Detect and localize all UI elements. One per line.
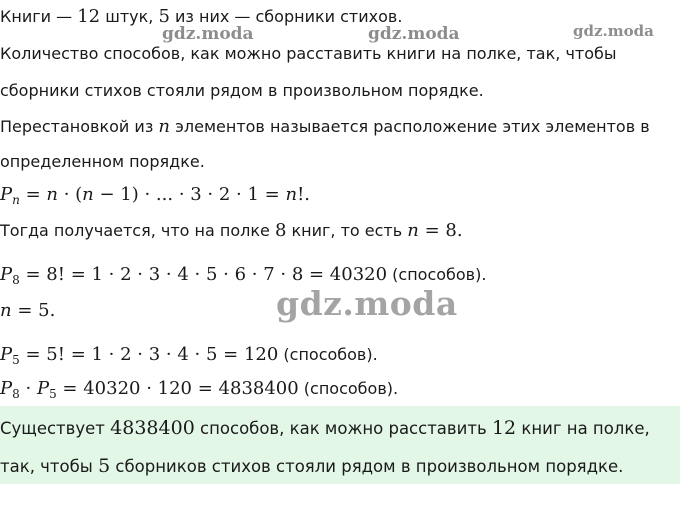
problem-statement: Книги — 12 штук, 5 из них — сборники стихов. xyxy=(0,6,403,27)
answer-line-2: так, чтобы 5 сборников стихов стояли рядом в произвольном порядке. xyxy=(0,455,624,477)
text-line-2: Количество способов, как можно расставить книги на полке, так, чтобы xyxy=(0,44,617,63)
formula-n5: n = 5. xyxy=(0,300,56,321)
watermark-small-2: gdz.moda xyxy=(368,24,460,44)
formula-product: $P_8 \cdot P_5 = 40320 \cdot 120 = 4838400$ (способов). xyxy=(0,378,399,401)
formula-pn: $P_n = n \cdot (n - 1)$ · ... · 3 · 2 · 1 = n!. xyxy=(0,184,311,207)
text-line-5: определенном порядке. xyxy=(0,152,205,171)
formula-p8: $P_8 = 8$! = 1 · 2 · 3 · 4 · 5 · 6 · 7 · 8 = 40320 (способов). xyxy=(0,264,487,287)
permutation-definition: Перестановкой из n элементов называется расположение этих элементов в xyxy=(0,116,650,137)
watermark-small-3: gdz.moda xyxy=(573,22,654,40)
text-line-3: сборники стихов стояли рядом в произвольном порядке. xyxy=(0,81,484,100)
watermark-big: gdz.moda xyxy=(276,284,458,323)
formula-p5: $P_5 = 5$! = 1 · 2 · 3 · 4 · 5 = 120 (способов). xyxy=(0,344,378,367)
watermark-small-1: gdz.moda xyxy=(162,24,254,44)
then-line: Тогда получается, что на полке 8 книг, то есть n = 8. xyxy=(0,220,463,241)
answer-line-1: Существует 4838400 способов, как можно расставить 12 книг на полке, xyxy=(0,417,650,439)
